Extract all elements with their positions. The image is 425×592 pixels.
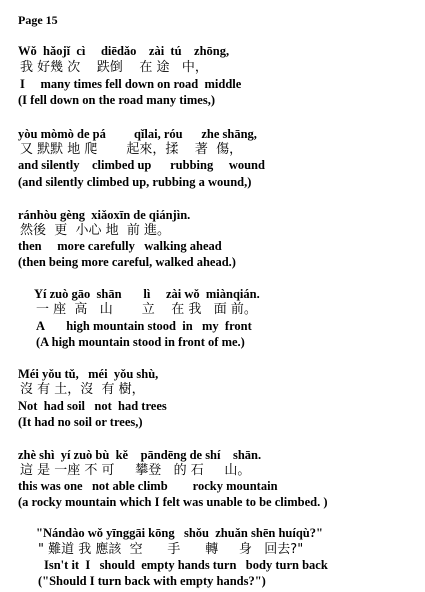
gloss-line: Isn't it I should empty hands turn body turn back bbox=[44, 558, 328, 572]
pinyin-line: yòu mòmò de pá qǐlai, róu zhe shāng, bbox=[18, 127, 257, 141]
pinyin-line: Wǒ hǎojǐ cì diēdǎo zài tú zhōng, bbox=[18, 44, 230, 58]
translation-line: ("Should I turn back with empty hands?") bbox=[38, 574, 266, 588]
hanzi-line: 這 是 一座 不 可 攀登 的 石 山。 bbox=[20, 463, 251, 478]
gloss-line: this was one not able climb rocky mountain bbox=[18, 479, 278, 493]
page-number: Page 15 bbox=[18, 13, 58, 27]
gloss-line: Not had soil not had trees bbox=[18, 399, 167, 413]
translation-line: (then being more careful, walked ahead.) bbox=[18, 255, 236, 269]
hanzi-line: 一 座 高 山 立 在 我 面 前。 bbox=[36, 302, 257, 317]
hanzi-line: 又 默默 地 爬 起來，揉 著 傷， bbox=[20, 142, 243, 157]
translation-line: (a rocky mountain which I felt was unable to be climbed. ) bbox=[18, 495, 328, 509]
translation-line: (I fell down on the road many times,) bbox=[18, 93, 215, 107]
pinyin-line: ránhòu gèng xiǎoxīn de qiánjìn. bbox=[18, 208, 191, 222]
hanzi-line: 我 好幾 次 跌倒 在 途 中， bbox=[20, 60, 208, 75]
hanzi-line: 沒 有 土，沒 有 樹， bbox=[20, 382, 145, 397]
translation-line: (A high mountain stood in front of me.) bbox=[36, 335, 245, 349]
pinyin-line: zhè shì yí zuò bù kě pāndēng de shí shān. bbox=[18, 448, 262, 462]
gloss-line: A high mountain stood in my front bbox=[36, 319, 252, 333]
pinyin-line: Méi yǒu tǔ, méi yǒu shù, bbox=[18, 367, 159, 381]
translation-line: (and silently climbed up, rubbing a wound,) bbox=[18, 175, 252, 189]
pinyin-line: Yí zuò gāo shān lì zài wǒ miànqián. bbox=[34, 287, 260, 301]
gloss-line: then more carefully walking ahead bbox=[18, 239, 222, 253]
hanzi-line: 然後 更 小心 地 前 進。 bbox=[20, 223, 171, 238]
translation-line: (It had no soil or trees,) bbox=[18, 415, 143, 429]
pinyin-line: "Nándào wǒ yīnggāi kōng shǒu zhuǎn shēn huíqù?" bbox=[36, 526, 323, 540]
hanzi-line: " 難道 我 應該 空 手 轉 身 回去?" bbox=[38, 542, 304, 557]
gloss-line: and silently climbed up rubbing wound bbox=[18, 158, 265, 172]
gloss-line: I many times fell down on road middle bbox=[20, 77, 242, 91]
